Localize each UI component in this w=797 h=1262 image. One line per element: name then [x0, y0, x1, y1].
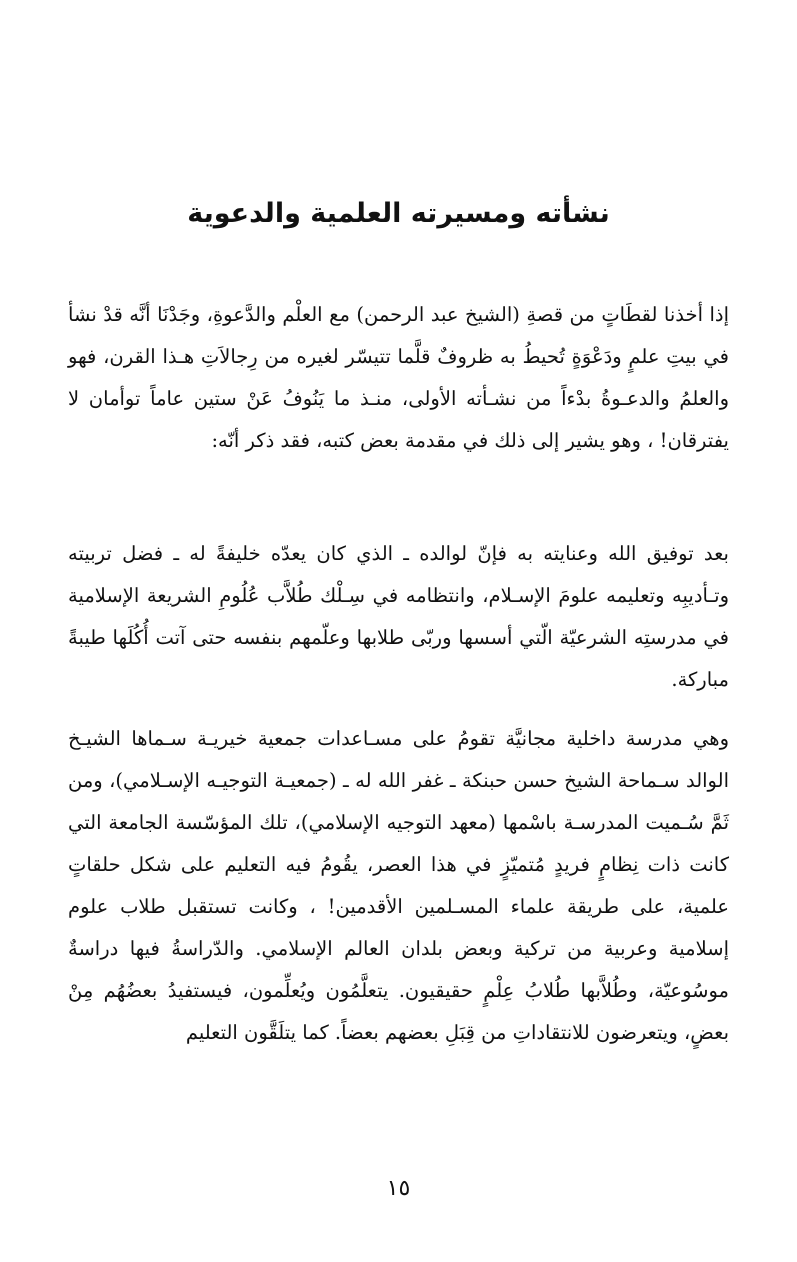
paragraph-1: إذا أخذنا لقطَاتٍ من قصةِ (الشيخ عبد الرحمن) مع العلْم والدَّعوةِ، وجَدْنَا أنَّه قدْ نشأ في بيتِ علمٍ ودَعْوَةٍ تُحيطُ به ظروفٌ قلَّما تتيسّر لغيره من رِجالاَتِ هـذا القرن، فهو والعلمُ والدعـوةُ بدْءاً من نشـأته الأولى، منـذ ما يَنُوفُ عَنْ ستين عاماً توأمان لا يفترقان! ، وهو يشير إلى ذلك في مقدمة بعض كتبه، فقد ذكر أنّه: [68, 303, 729, 452]
paragraph-2: بعد توفيق الله وعنايته به فإنّ لوالده ـ الذي كان يعدّه خليفةً له ـ فضل تربيته وتـأديبِه وتعليمه علومَ الإسـلام، وانتظامه في سِـلْك طُلاَّب عُلُومِ الشريعة الإسلامية في مدرستِه الشرعيّة الّتي أسسها وربّى طلابها وعلّمهم بنفسه حتى آتت أُكُلَها طيبةً مباركة. [68, 542, 729, 691]
page-number: ١٥ [386, 1176, 411, 1201]
chapter-title: نشأته ومسيرته العلمية والدعوية [187, 198, 610, 229]
paragraph-3: وهي مدرسة داخلية مجانيَّة تقومُ على مسـاعدات جمعية خيريـة سـماها الشيـخ الوالد سـماحة الشيخ حسن حبنكة ـ غفر الله له ـ (جمعيـة التوجيـه الإسـلامي)، ومن ثَمَّ سُـميت المدرسـة باسْمها (معهد التوجيه الإسلامي)، تلك المؤسّسة الجامعة التي كانت ذات نِظامٍ فريدٍ مُتميّزٍ في هذا العصر، يقُومُ فيه التعليم على شكل حلقاتٍ علمية، على طريقة علماء المسـلمين الأقدمين! ، وكانت تستقبل طلاب علوم إسلامية وعربية من تركية وبعض بلدان العالم الإسلامي. والدّراسةُ فيها دراسةٌ موسُوعيّة، وطُلاَّبها طُلابُ عِلْمٍ حقيقيون. يتعلَّمُون ويُعلِّمون، فيستفيدُ بعضُهُم مِنْ بعضٍ، ويتعرضون للانتقاداتِ من قِبَلِ بعضهم بعضاً. كما يتلَقَّون التعليم [68, 727, 729, 1044]
